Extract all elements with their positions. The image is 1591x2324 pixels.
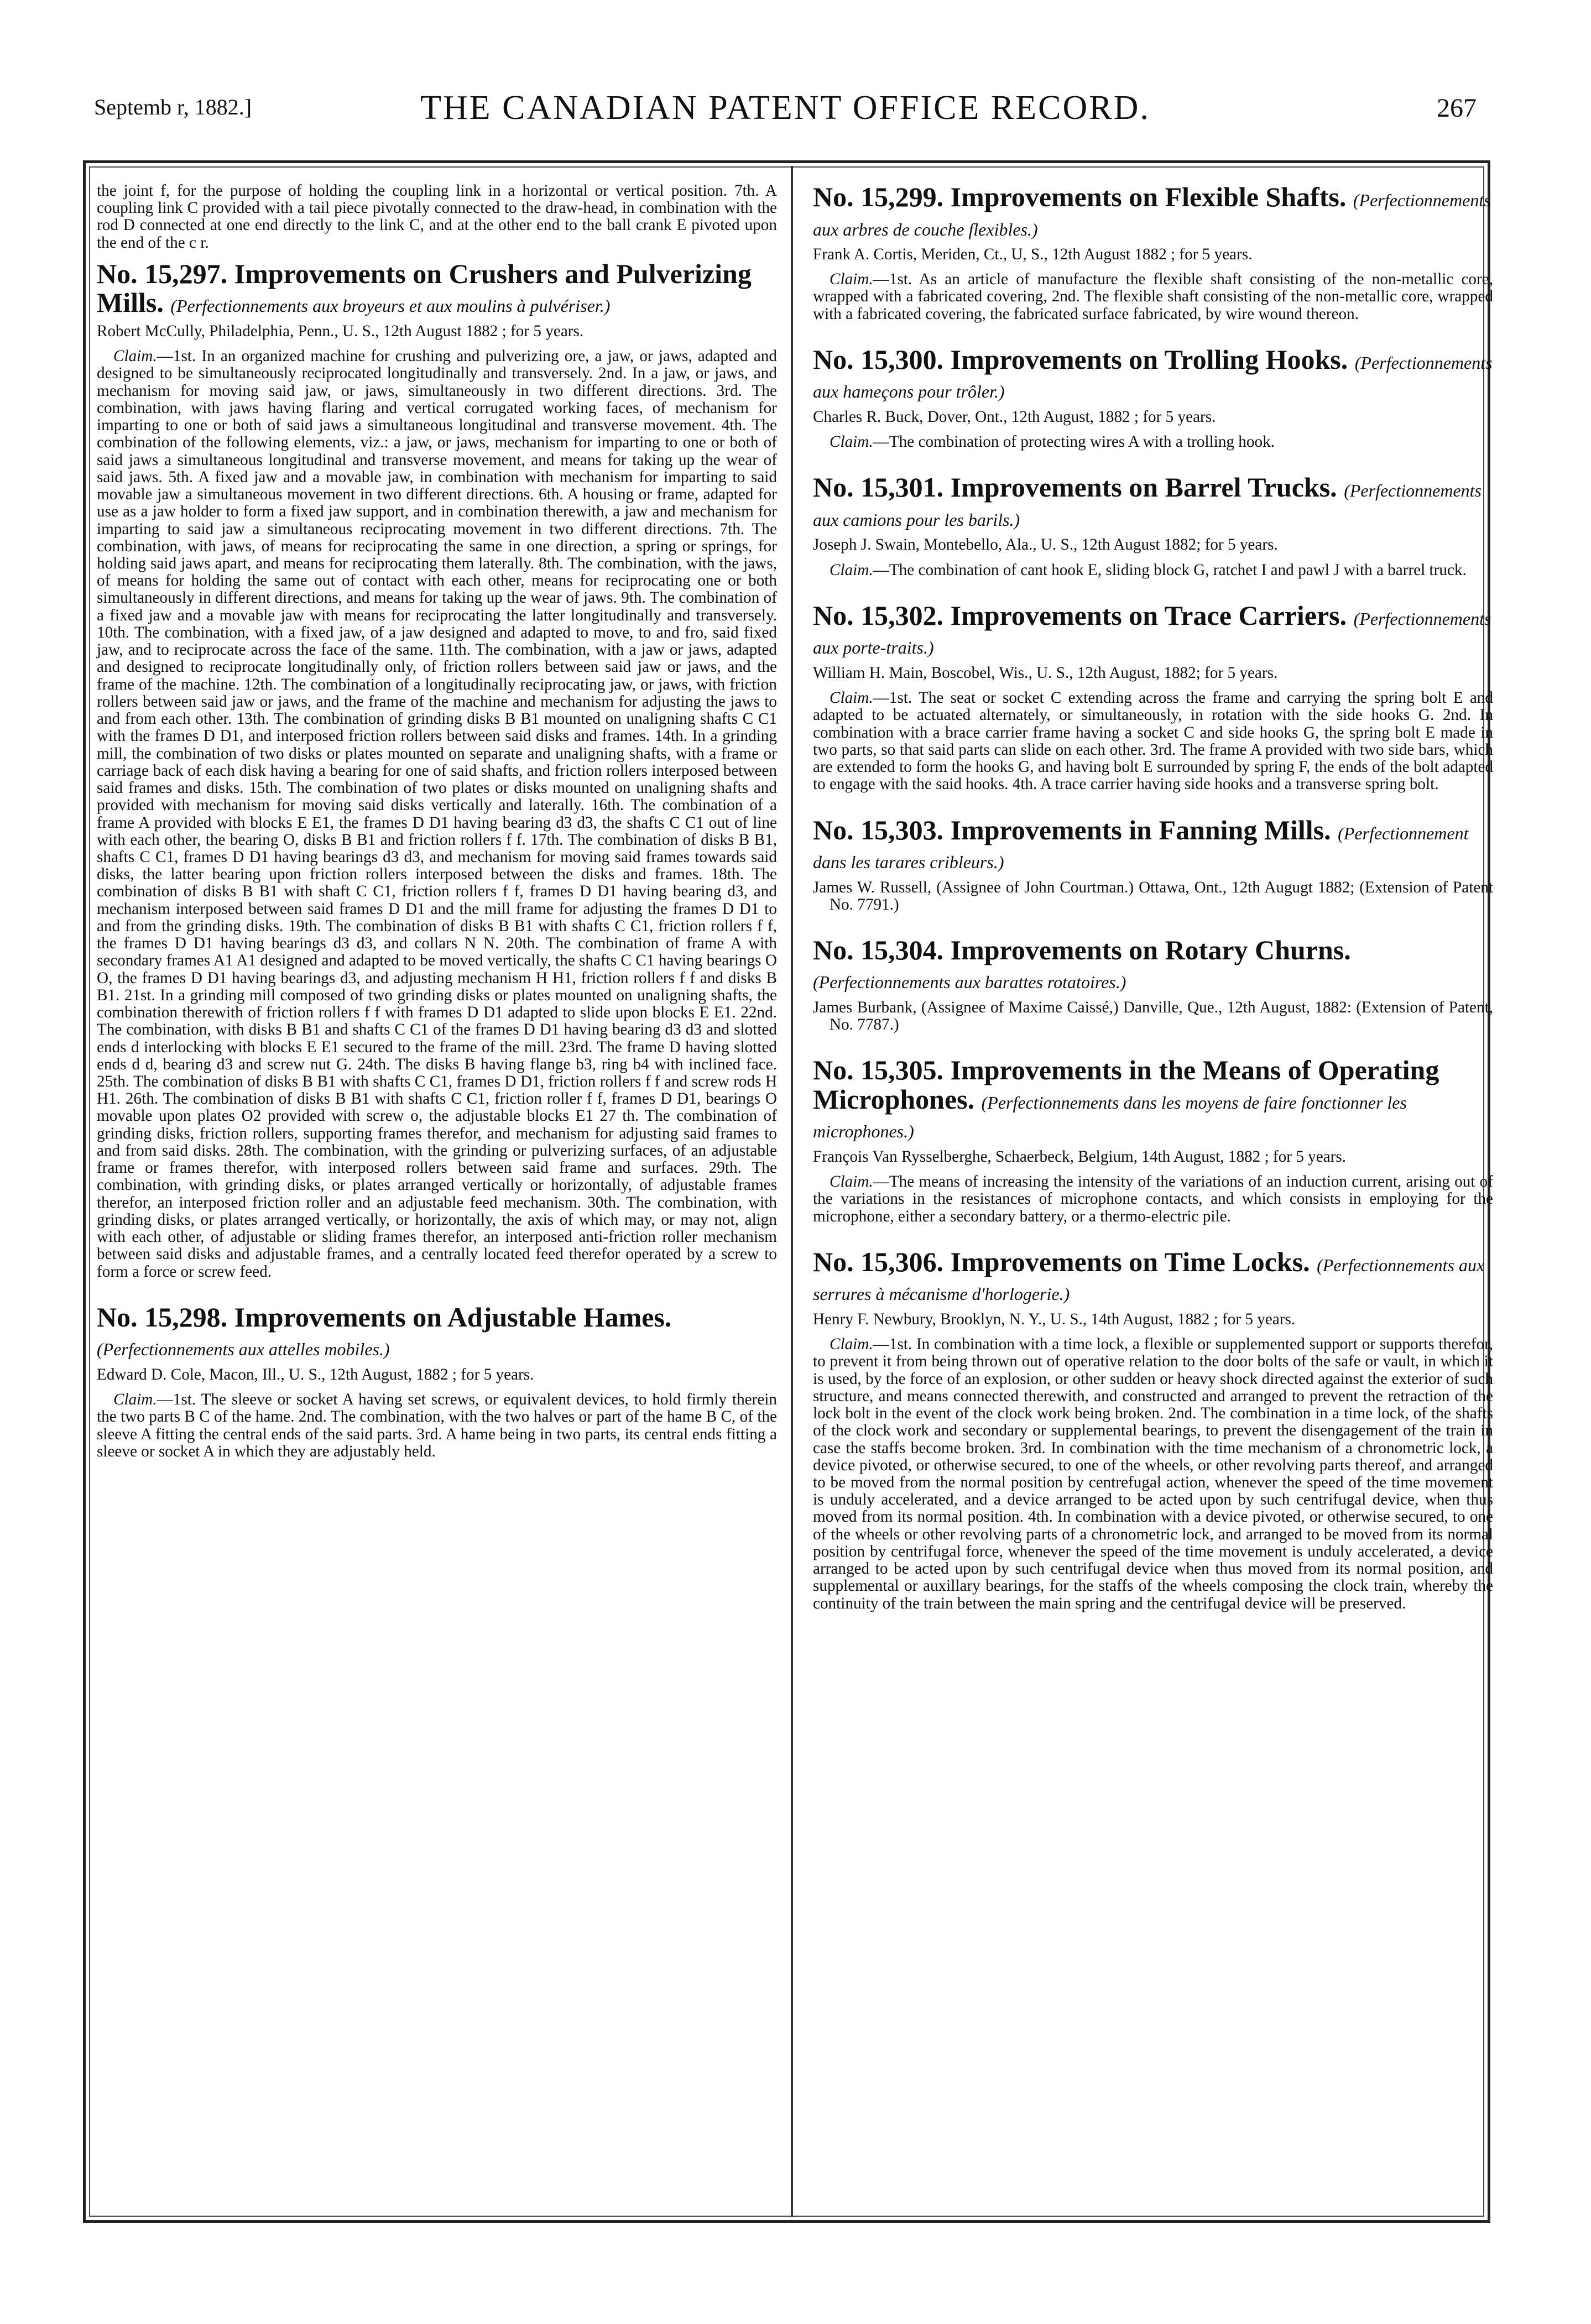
patent-meta: Henry F. Newbury, Brooklyn, N. Y., U. S., 14th August, 1882 ; for 5 years.: [813, 1310, 1296, 1328]
patent-meta: Joseph J. Swain, Montebello, Ala., U. S., 12th August 1882; for 5 years.: [813, 536, 1278, 554]
left-column: [97, 182, 777, 1482]
patent-meta: James W. Russell, (Assignee of John Courtman.) Ottawa, Ont., 12th Augugt 1882; (Extension of Patent No. 7791.): [813, 878, 1493, 913]
french-title: (Perfectionnements aux arbres de couche flexibles.): [813, 190, 1491, 239]
patent-entry-15299: [813, 182, 1493, 323]
patent-title: No. 15,299. Improvements on Flexible Shafts. (Perfectionnements aux arbres de couche flexibles.): [813, 181, 1491, 239]
patent-entry-15305: [813, 1056, 1493, 1225]
patent-title: No. 15,300. Improvements on Trolling Hooks. (Perfectionnements aux hameçons pour trôler.): [813, 343, 1493, 402]
issue-date: Septemb r, 1882.]: [94, 95, 252, 119]
column-divider: [791, 166, 793, 2217]
french-title: (Perfectionnements dans les moyens de faire fonctionner les microphones.): [813, 1092, 1407, 1142]
patent-meta: Edward D. Cole, Macon, Ill., U. S., 12th August, 1882 ; for 5 years.: [97, 1365, 534, 1383]
patent-claim: Claim.—The combination of protecting wires A with a trolling hook.: [830, 433, 1275, 451]
patent-entry-15298: [97, 1303, 777, 1460]
french-title: (Perfectionnements aux camions pour les barils.): [813, 481, 1482, 530]
patent-meta: François Van Rysselberghe, Schaerbeck, Belgium, 14th August, 1882 ; for 5 years.: [813, 1147, 1347, 1166]
patent-entry-15300: [813, 345, 1493, 451]
page-number: 267: [1437, 93, 1477, 123]
french-title: (Perfectionnements aux hameçons pour trôler.): [813, 352, 1493, 402]
continued-claim-text: the joint f, for the purpose of holding the coupling link in a horizontal or vertical position. 7th. A coupling link C provided with a tail piece pivotally connected to the draw-head, in combination with the rod D connected at one end directly to the link C, and at the other end to the ball crank E pivoted upon the end of the c r.: [97, 182, 777, 252]
right-column: [813, 182, 1493, 1634]
patent-entry-15304: [813, 936, 1493, 1033]
patent-title: No. 15,298. Improvements on Adjustable Hames. (Perfectionnements aux attelles mobiles.): [97, 1301, 672, 1360]
patent-title: No. 15,305. Improvements in the Means of Operating Microphones. (Perfectionnements dans les moyens de faire fonctionner les microphones.): [813, 1054, 1439, 1142]
patent-claim: Claim.—1st. In an organized machine for crushing and pulverizing ore, a jaw, or jaws, adapted and designed to be simultaneously reciprocated longitudinally and transversely. 2nd. In a jaw, or jaws, and mechanism for moving said jaw, or jaws, simultaneously in two different directions. 3rd. The combination, with jaws having flaring and vertical corrugated working faces, of mechanism for imparting to one or both of said jaws a simultaneous longitudinal and transverse movement. 4th. The combination of the following elements, viz.: a jaw, or jaws, mechanism for imparting to one or both of said jaws a simultaneous longitudinal and transverse movement, and means for taking up the wear of said jaws. 5th. A fixed jaw and a movable jaw, in combination with mechanism for imparting to said movable jaw a simultaneous movement in two different directions. 6th. A housing or frame, adapted for use as a jaw holder to form a fixed jaw support, and in combination therewith, a jaw and mechanism for imparting to said jaw a simultaneous reciprocating movement in two different directions. 7th. The combination, with jaws, of means for reciprocating the same in one direction, a spring or springs, for holding said jaws apart, and means for reciprocating them laterally. 8th. The combination, with the jaws, of means for holding the same out of contact with each other, means for reciprocating one or both simultaneously in different directions, and means for taking up the wear of jaws. 9th. The combination of a fixed jaw and a movable jaw with means for reciprocating the latter longitudinally and transversely. 10th. The combination, with a fixed jaw, of a jaw designed and adapted to move, to and fro, said fixed jaw, and to reciprocate across the face of the same. 11th. The combination, with a jaw or jaws, adapted and designed to reciprocate longitudinally only, of friction rollers between said jaw or jaws, and the frame of the machine. 12th. The combination of a longitudinally reciprocating jaw, or jaws, with friction rollers between said jaw or jaws, and the frame of the machine and mechanism for adjusting the jaws to and from each other. 13th. The combination of grinding disks B B1 mounted on unaligning shafts C C1 with the frames D D1, and interposed friction rollers between said disks and frames. 14th. In a grinding mill, the combination of two disks or plates mounted on separate and unaligning shafts, with a frame or carriage back of each disk having a bearing for one of said shafts, and friction rollers interposed between said frames and disks. 15th. The combination of two plates or disks mounted on unaligning shafts and provided with mechanism for moving said disks vertically and laterally. 16th. The combination of a frame A provided with blocks E E1, the frames D D1 having bearing d3 d3, the shafts C C1 out of line with each other, the bearing O, disks B B1 and friction rollers f f. 17th. The combination of disks B B1, shafts C C1, frames D D1 having bearings d3 d3, and mechanism for moving said frames towards said disks, the latter bearing upon friction rollers interposed between the disks and frames. 18th. The combination of disks B B1 with shaft C C1, friction rollers f f, frames D D1 having bearing d3, and mechanism interposed between said frames D D1 and the mill frame for adjusting the frames D D1 to and from the grinding disks. 19th. The combination of disks B B1 with shafts C C1, friction rollers f f, the frames D D1 having bearings d3 d3, and collars N N. 20th. The combination of frame A with secondary frames A1 A1 designed and adapted to be moved vertically, the shafts C C1 having bearings O O, the frames D D1 having bearings d3, and adjusting mechanism H H1, friction rollers f f and disks B B1. 21st. In a grinding mill composed of two grinding disks or plates mounted on unaligning shafts, the combination therewith of friction rollers f f with frames D D1 adapted to slide upon blocks E E1. 22nd. The combination, with disks B B1 and shafts C C1 of the frames D D1 having bearing d3 d3 and slotted ends d interlocking with blocks E E1 secured to the frame of the mill. 23rd. The frame D having slotted ends d d, bearing d3 and screw nut G. 24th. The disks B having flange b3, ring b4 with inclined face. 25th. The combination of disks B B1 with shafts C C1, frames D D1, friction rollers f f and screw rods H H1. 26th. The combination of disks B B1 with shafts C C1, friction roller f f, frames D D1, bearings O movable upon plates O2 provided with screw o, the adjustable blocks E1 27 th. The combination of grinding disks, friction rollers, supporting frames therefor, and mechanism for adjusting said frames to and from said disks. 28th. The combination, with the grinding or pulverizing surfaces, of an adjustable frame or frames therefor, with interposed rollers between said frame and surfaces. 29th. The combination, with grinding disks, or plates arranged vertically or horizontally, of adjustable frames therefor, an interposed friction roller and an adjustable feed mechanism. 30th. The combination, with grinding disks, or plates arranged vertically, or horizontally, the axis of which may, or may not, align with each other, of adjustable or sliding frames therefor, an interposed anti-friction roller mechanism between said disks and adjustable frames, and a centrally located feed therefor operated by a screw to form a force or screw feed.: [97, 347, 777, 1281]
patent-meta: James Burbank, (Assignee of Maxime Caissé,) Danville, Que., 12th August, 1882: (Extension of Patent, No. 7787.): [813, 998, 1493, 1034]
patent-entry-15297: [97, 259, 777, 1281]
patent-claim: Claim.—1st. The sleeve or socket A having set screws, or equivalent devices, to hold firmly therein the two parts B C of the hame. 2nd. The combination, with the two halves or part of the hame B C, of the sleeve A fitting the central ends of the said parts. 3rd. A hame being in two parts, its central ends fitting a sleeve or socket A in which they are adjustably held.: [97, 1391, 777, 1460]
french-title: (Perfectionnements aux broyeurs et aux moulins à pulvériser.): [170, 296, 611, 316]
patent-claim: Claim.—1st. As an article of manufacture the flexible shaft consisting of the non-metallic core, wrapped with a fabricated covering, 2nd. The flexible shaft consisting of the non-metallic core, wrapped with a fabricated covering, the fabricated surface fabricated, by wire wound thereon.: [813, 270, 1493, 323]
patent-title: No. 15,306. Improvements on Time Locks. (Perfectionnements aux serrures à mécanisme d'horlogerie.): [813, 1246, 1485, 1304]
patent-title: No. 15,297. Improvements on Crushers and Pulverizing Mills. (Perfectionnements aux broyeurs et aux moulins à pulvériser.): [97, 258, 752, 318]
patent-meta: William H. Main, Boscobel, Wis., U. S., 12th August, 1882; for 5 years.: [813, 664, 1278, 682]
french-title: (Perfectionnement dans les tarares cribleurs.): [813, 823, 1469, 873]
patent-title: No. 15,304. Improvements on Rotary Churns. (Perfectionnements aux barattes rotatoires.): [813, 934, 1351, 993]
patent-claim: Claim.—1st. In combination with a time lock, a flexible or supplemented support or supports therefor, to prevent it from being thrown out of operative relation to the door bolts of the safe or vault, in which it is used, by the force of an explosion, or other sudden or heavy shock directed against the exterior of such structure, and means connected therewith, and constructed and arranged to prevent the retraction of the lock bolt in the event of the clock work being broken. 2nd. The combination in a time lock, of the shafts of the clock work and secondary or supplemental bearings, to prevent the disengagement of the train in case the staffs become broken. 3rd. In combination with the time mechanism of a chronometric lock, a device pivoted, or otherwise secured, to one of the wheels, or other revolving parts thereof, and arranged to be moved from the normal position by centrefugal action, whenever the speed of the time movement is unduly accelerated, and a device arranged to be acted upon by such centrifugal device, when thus moved from its normal position. 4th. In combination with a device pivoted, or otherwise secured, to one of the wheels or other revolving parts of a chronometric lock, and arranged to be moved from its normal position by centrifugal force, whenever the speed of the time movement is unduly accelerated, a device arranged to be acted upon by such centrifugal device when thus moved from its normal position, and supplemental or auxillary bearings, for the staffs of the wheels composing the clock train, whereby the continuity of the train between the main spring and the centrifugal device will be preserved.: [813, 1335, 1493, 1612]
patent-claim: Claim.—1st. The seat or socket C extending across the frame and carrying the spring bolt E and adapted to be actuated alternately, or simultaneously, in rotation with the side hooks G. 2nd. In combination with a brace carrier frame having a socket C and side hooks G, the spring bolt E made in two parts, so that said parts can slide on each other. 3rd. The frame A provided with two side bars, which are extended to form the hooks G, and having bolt E surrounded by spring F, the ends of the bolt adapted to engage with the said hooks. 4th. A trace carrier having side hooks and a transverse spring bolt.: [813, 689, 1493, 793]
patent-claim: Claim.—The combination of cant hook E, sliding block G, ratchet I and pawl J with a barrel truck.: [830, 561, 1467, 579]
publication-title: THE CANADIAN PATENT OFFICE RECORD.: [420, 89, 1150, 127]
patent-claim: Claim.—The means of increasing the intensity of the variations of an induction current, arising out of the variations in the resistances of microphone contacts, and which consists in employing for the microphone, either a secondary battery, or a thermo-electric pile.: [813, 1173, 1493, 1225]
patent-entry-15301: [813, 473, 1493, 578]
french-title: (Perfectionnements aux porte-traits.): [813, 608, 1491, 658]
patent-meta: Robert McCully, Philadelphia, Penn., U. S., 12th August 1882 ; for 5 years.: [97, 322, 584, 340]
french-title: (Perfectionnements aux serrures à mécanisme d'horlogerie.): [813, 1255, 1485, 1304]
patent-title: No. 15,301. Improvements on Barrel Trucks. (Perfectionnements aux camions pour les barils.): [813, 472, 1482, 530]
french-title: (Perfectionnements aux barattes rotatoires.): [813, 972, 1126, 993]
patent-title: No. 15,303. Improvements in Fanning Mills. (Perfectionnement dans les tarares cribleurs.): [813, 814, 1469, 873]
patent-entry-15302: [813, 601, 1493, 793]
patent-entry-15306: [813, 1247, 1493, 1612]
patent-meta: Frank A. Cortis, Meriden, Ct., U, S., 12th August 1882 ; for 5 years.: [813, 246, 1253, 263]
patent-meta: Charles R. Buck, Dover, Ont., 12th August, 1882 ; for 5 years.: [813, 408, 1216, 426]
patent-entry-15303: [813, 816, 1493, 913]
patent-title: No. 15,302. Improvements on Trace Carriers. (Perfectionnements aux porte-traits.): [813, 599, 1491, 658]
page-header: [83, 83, 1488, 144]
french-title: (Perfectionnements aux attelles mobiles.): [97, 1339, 390, 1360]
